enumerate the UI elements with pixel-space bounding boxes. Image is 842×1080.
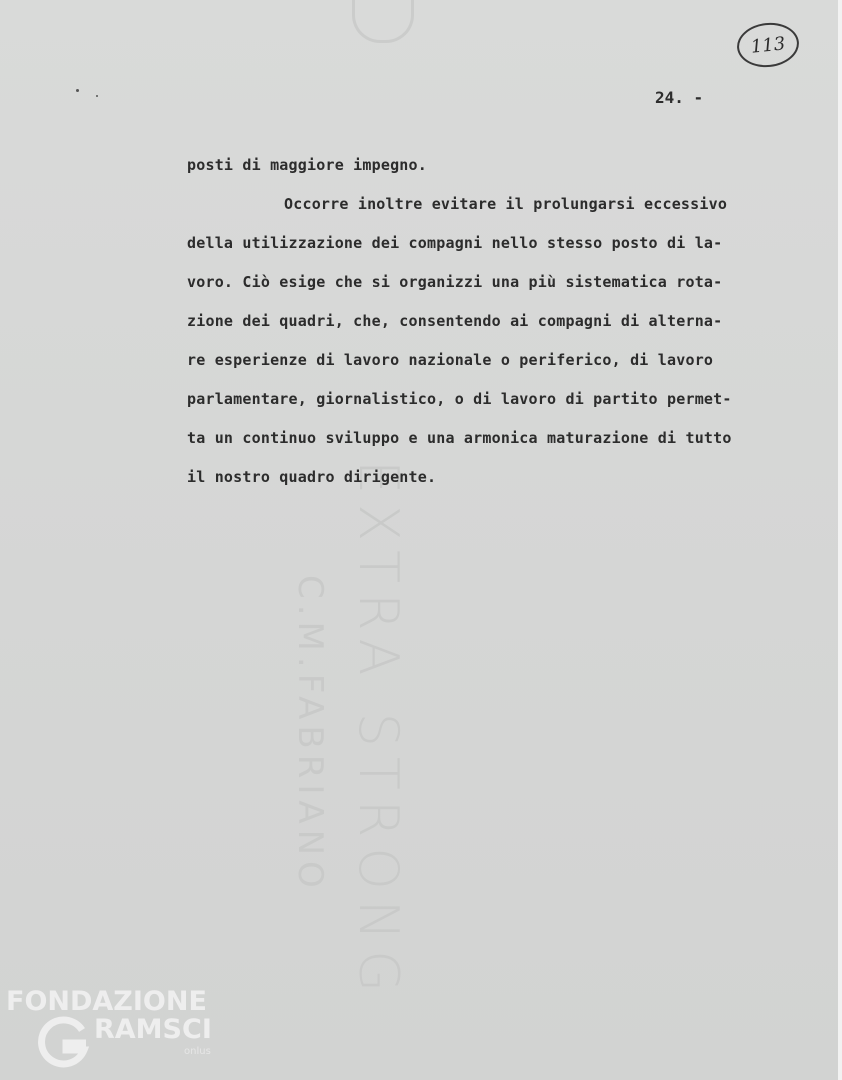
paper-watermark-fabriano: C.M.FABRIANO [290,575,330,894]
page-number: 24. - [655,88,704,107]
paper-watermark-mark [352,0,414,43]
typed-body-text [187,146,787,497]
text-line: ta un continuo sviluppo e una armonica maturazione di tutto [187,429,732,447]
text-line: Occorre inoltre evitare il prolungarsi eccessivo [284,195,728,213]
ink-speck [96,95,98,97]
text-line: posti di maggiore impegno. [187,156,427,174]
paper-watermark-strong: EXTRA STRONG [347,460,410,1003]
logo-text-onlus: onlus [184,1046,211,1057]
ink-speck [76,89,79,92]
text-line: della utilizzazione dei compagni nello stesso posto di la- [187,234,723,252]
text-line: voro. Ciò esige che si organizzi una più sistematica rota- [187,273,723,291]
text-line: il nostro quadro dirigente. [187,468,437,486]
logo-text-ramsci: RAMSCI [94,1014,212,1045]
fondazione-gramsci-logo [6,986,226,1076]
text-line: parlamentare, giornalistico, o di lavoro di partito permet- [187,390,732,408]
page-edge [838,0,842,1080]
text-line: zione dei quadri, che, consentendo ai compagni di alterna- [187,312,723,330]
logo-g-icon [36,1016,92,1068]
logo-text-fondazione: FONDAZIONE [6,986,207,1017]
archive-stamp-number: 113 [735,20,801,70]
text-line: re esperienze di lavoro nazionale o periferico, di lavoro [187,351,714,369]
